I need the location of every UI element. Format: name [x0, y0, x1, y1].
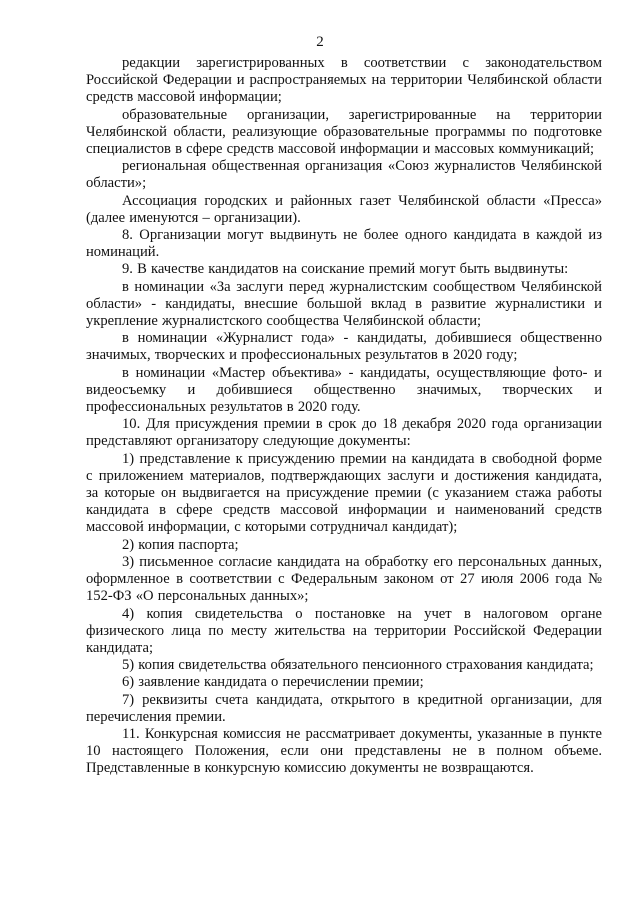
paragraph-item-11: 11. Конкурсная комиссия не рассматривает документы, указанные в пункте 10 настоящего Положения, если они представлены не в полном объеме. Представленные в конкурсную комиссию документы не возвращаются.	[86, 725, 602, 777]
paragraph-item-8: 8. Организации могут выдвинуть не более одного кандидата в каждой из номинаций.	[86, 227, 602, 261]
paragraph-doc-2: 2) копия паспорта;	[122, 536, 239, 553]
paragraph-nomination-journalist: в номинации «Журналист года» - кандидаты, добившиеся общественно значимых, творческих и профессиональных результатов в 2020 году;	[86, 330, 602, 364]
paragraph-doc-7: 7) реквизиты счета кандидата, открытого в кредитной организации, для перечисления премии.	[86, 691, 602, 725]
paragraph-journalists-union: региональная общественная организация «Союз журналистов Челябинской области»;	[86, 158, 602, 192]
paragraph-nomination-merit: в номинации «За заслуги перед журналистским сообществом Челябинской области» - кандидаты, внесшие большой вклад в развитие журналистики и укрепление журналистского сообщества Челябинской области;	[86, 278, 602, 330]
paragraph-doc-6: 6) заявление кандидата о перечислении премии;	[122, 674, 424, 691]
paragraph-item-9: 9. В качестве кандидатов на соискание премий могут быть выдвинуты:	[122, 261, 569, 278]
paragraph-doc-5: 5) копия свидетельства обязательного пенсионного страхования кандидата;	[122, 657, 594, 674]
document-body	[86, 55, 602, 778]
paragraph-nomination-photo: в номинации «Мастер объектива» - кандидаты, осуществляющие фото- и видеосъемку и добившиеся общественно значимых, творческих и профессиональных результатов в 2020 году.	[86, 364, 602, 416]
paragraph-doc-3: 3) письменное согласие кандидата на обработку его персональных данных, оформленное в соответствии с Федеральным законом от 27 июля 2006 года № 152-ФЗ «О персональных данных»;	[86, 553, 602, 605]
paragraph-media-outlets: редакции зарегистрированных в соответствии с законодательством Российской Федерации и распространяемых на территории Челябинской области средств массовой информации;	[86, 55, 602, 106]
page-number: 2	[316, 34, 324, 50]
paragraph-educational-orgs: образовательные организации, зарегистрированные на территории Челябинской области, реализующие образовательные программы по подготовке специалистов в сфере средств массовой информации и массовых коммуникаций;	[86, 106, 602, 158]
paragraph-item-10: 10. Для присуждения премии в срок до 18 декабря 2020 года организации представляют организатору следующие документы:	[86, 416, 602, 450]
paragraph-press-association: Ассоциация городских и районных газет Челябинской области «Пресса» (далее именуются – организации).	[86, 192, 602, 226]
paragraph-doc-4: 4) копия свидетельства о постановке на учет в налоговом органе физического лица по месту жительства на территории Российской Федерации кандидата;	[86, 605, 602, 656]
paragraph-doc-1: 1) представление к присуждению премии на кандидата в свободной форме с приложением материалов, подтверждающих заслуги и достижения кандидата, за которые он выдвигается на присуждение премии (с указанием стажа работы кандидата в сфере средств массовой информации и наименований средств массовой информации, с которыми сотрудничал кандидат);	[86, 450, 602, 536]
